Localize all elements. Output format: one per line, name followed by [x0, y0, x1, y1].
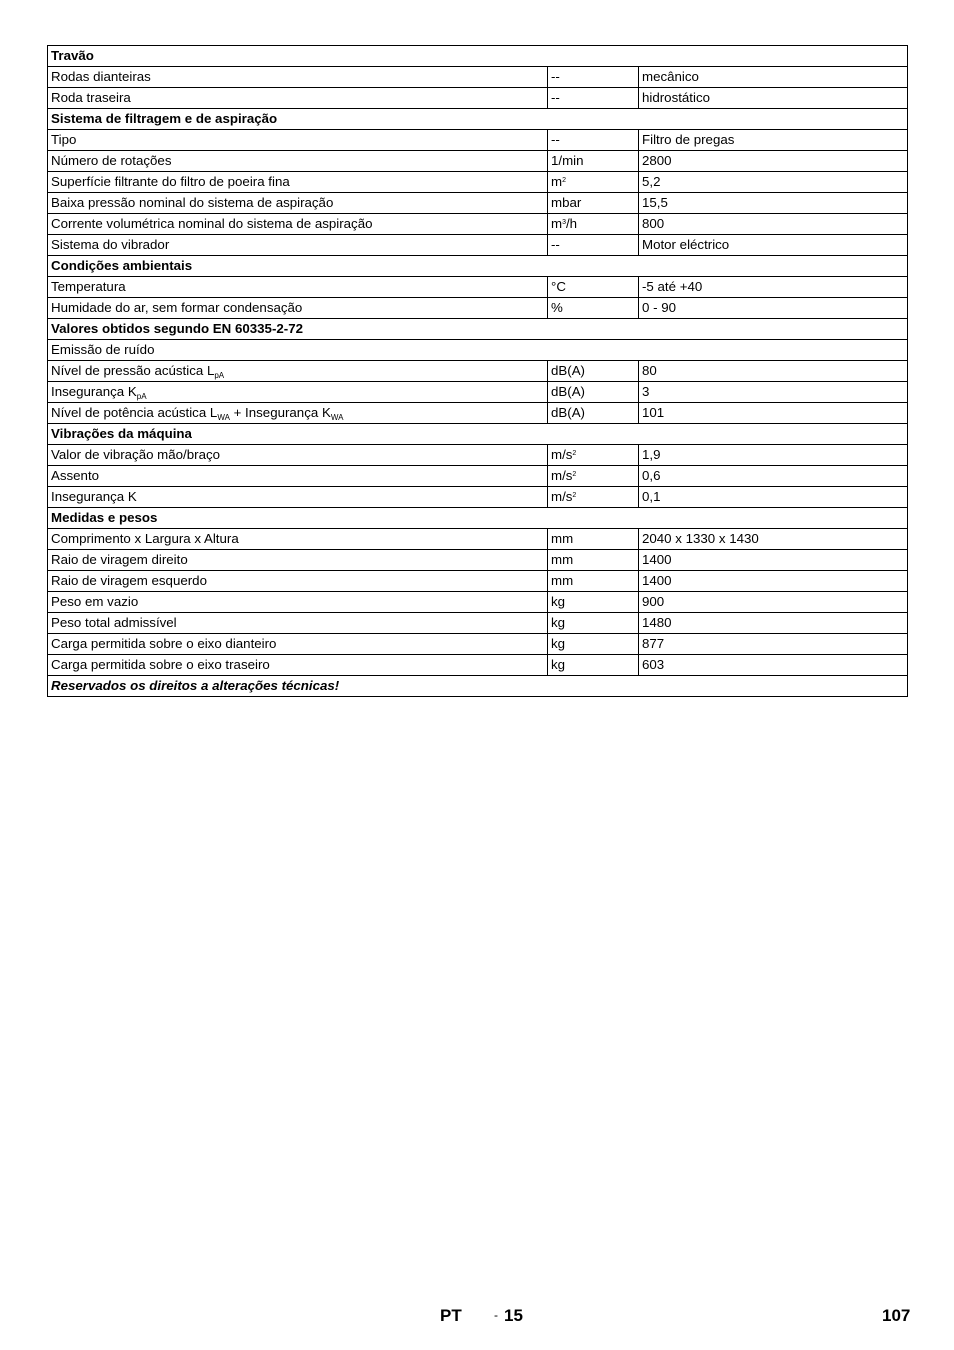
table-row: [48, 487, 908, 508]
parameter-cell: [48, 361, 548, 382]
value-cell: [639, 466, 908, 487]
value-cell: [639, 214, 908, 235]
unit-superscript: 3: [562, 219, 566, 226]
section-page-number: 15: [504, 1306, 523, 1325]
row-label: Travão: [51, 48, 94, 63]
table-row: [48, 298, 908, 319]
parameter-label: Roda traseira: [51, 90, 131, 105]
unit-cell: [548, 613, 639, 634]
section-title: [48, 46, 908, 67]
value-label: 15,5: [642, 195, 668, 210]
unit-label: m: [551, 174, 563, 189]
unit-cell: [548, 67, 639, 88]
row-label: Valores obtidos segundo EN 60335-2-72: [51, 321, 303, 336]
unit-cell: [548, 88, 639, 109]
table-row: [48, 151, 908, 172]
parameter-label: Peso total admissível: [51, 615, 177, 630]
section-header-row: [48, 424, 908, 445]
unit-label: mm: [551, 573, 574, 588]
value-cell: [639, 655, 908, 676]
parameter-subscript: pA: [214, 371, 225, 380]
value-cell: [639, 88, 908, 109]
value-label: 80: [642, 363, 657, 378]
unit-label: °C: [551, 279, 566, 294]
value-label: hidrostático: [642, 90, 710, 105]
parameter-label: Sistema do vibrador: [51, 237, 170, 252]
value-cell: [639, 130, 908, 151]
subheading: [48, 340, 908, 361]
value-label: 0 - 90: [642, 300, 677, 315]
value-label: 1480: [642, 615, 672, 630]
table-row: [48, 613, 908, 634]
page-number: 107: [882, 1306, 911, 1325]
unit-label: dB(A): [551, 363, 585, 378]
unit-cell: [548, 445, 639, 466]
value-label: 1400: [642, 573, 672, 588]
table-row: [48, 655, 908, 676]
row-label: Reservados os direitos a alterações técnicas!: [51, 678, 340, 693]
parameter-cell: [48, 592, 548, 613]
table-row: [48, 361, 908, 382]
unit-label: dB(A): [551, 384, 585, 399]
specifications-table: [47, 45, 908, 697]
unit-label: 1/min: [551, 153, 584, 168]
row-label: Condições ambientais: [51, 258, 193, 273]
table-row: [48, 571, 908, 592]
value-label: 3: [642, 384, 650, 399]
unit-cell: [548, 172, 639, 193]
value-cell: [639, 382, 908, 403]
table-row: [48, 592, 908, 613]
parameter-label: Humidade do ar, sem formar condensação: [51, 300, 303, 315]
language-code: PT: [440, 1306, 462, 1325]
parameter-label: Rodas dianteiras: [51, 69, 151, 84]
parameter-label: Carga permitida sobre o eixo traseiro: [51, 657, 270, 672]
unit-label: mm: [551, 552, 574, 567]
unit-superscript: 2: [562, 177, 566, 184]
table-row: [48, 88, 908, 109]
parameter-subscript: WA: [330, 413, 344, 422]
section-header-row: [48, 109, 908, 130]
unit-label: --: [551, 237, 560, 252]
value-cell: [639, 529, 908, 550]
value-label: mecânico: [642, 69, 699, 84]
section-title: [48, 256, 908, 277]
value-cell: [639, 592, 908, 613]
parameter-cell: [48, 529, 548, 550]
unit-cell: [548, 466, 639, 487]
parameter-label: Superfície filtrante do filtro de poeira fina: [51, 174, 290, 189]
parameter-label-continued: + Insegurança K: [229, 405, 331, 420]
unit-label: --: [551, 90, 560, 105]
value-cell: [639, 193, 908, 214]
parameter-cell: [48, 214, 548, 235]
table-row: [48, 634, 908, 655]
unit-superscript: 2: [572, 471, 577, 478]
row-label: Medidas e pesos: [51, 510, 158, 525]
unit-label: m/s: [551, 489, 573, 504]
table-row: [48, 466, 908, 487]
parameter-label: Número de rotações: [51, 153, 172, 168]
table-row: [48, 193, 908, 214]
unit-label: kg: [551, 594, 566, 609]
unit-label: m: [551, 216, 563, 231]
table-row: [48, 403, 908, 424]
value-cell: [639, 67, 908, 88]
table-row: [48, 382, 908, 403]
parameter-label: Temperatura: [51, 279, 126, 294]
value-label: Filtro de pregas: [642, 132, 735, 147]
unit-cell: [548, 655, 639, 676]
value-cell: [639, 550, 908, 571]
subheading-row: [48, 340, 908, 361]
value-cell: [639, 613, 908, 634]
parameter-label: Corrente volumétrica nominal do sistema de aspiração: [51, 216, 373, 231]
parameter-label: Nível de pressão acústica L: [51, 363, 215, 378]
value-cell: [639, 487, 908, 508]
parameter-cell: [48, 298, 548, 319]
section-header-row: [48, 256, 908, 277]
parameter-cell: [48, 193, 548, 214]
parameter-label: Valor de vibração mão/braço: [51, 447, 221, 462]
specifications-table-body: [48, 46, 908, 697]
parameter-cell: [48, 88, 548, 109]
parameter-cell: [48, 487, 548, 508]
row-label: Emissão de ruído: [51, 342, 155, 357]
parameter-label: Insegurança K: [51, 489, 137, 504]
value-cell: [639, 571, 908, 592]
value-label: 0,6: [642, 468, 661, 483]
unit-label: kg: [551, 657, 566, 672]
value-label: 603: [642, 657, 665, 672]
unit-label: mm: [551, 531, 574, 546]
parameter-label: Baixa pressão nominal do sistema de aspiração: [51, 195, 334, 210]
parameter-cell: [48, 571, 548, 592]
table-row: [48, 277, 908, 298]
unit-cell: [548, 634, 639, 655]
parameter-cell: [48, 466, 548, 487]
table-row: [48, 172, 908, 193]
unit-cell: [548, 214, 639, 235]
value-label: 1400: [642, 552, 672, 567]
value-label: -5 até +40: [642, 279, 703, 294]
unit-label: m/s: [551, 447, 573, 462]
section-title: [48, 319, 908, 340]
value-label: 1,9: [642, 447, 661, 462]
parameter-label: Carga permitida sobre o eixo dianteiro: [51, 636, 277, 651]
unit-superscript: 2: [572, 450, 577, 457]
unit-cell: [548, 298, 639, 319]
section-header-row: [48, 319, 908, 340]
unit-label: kg: [551, 636, 566, 651]
parameter-label: Assento: [51, 468, 100, 483]
unit-label-suffix: /h: [565, 216, 578, 231]
value-label: 2040 x 1330 x 1430: [642, 531, 759, 546]
parameter-label: Insegurança K: [51, 384, 137, 399]
row-label: Sistema de filtragem e de aspiração: [51, 111, 278, 126]
parameter-label: Raio de viragem esquerdo: [51, 573, 207, 588]
unit-cell: [548, 592, 639, 613]
unit-cell: [548, 403, 639, 424]
parameter-cell: [48, 277, 548, 298]
unit-label: kg: [551, 615, 566, 630]
parameter-cell: [48, 634, 548, 655]
parameter-label: Tipo: [51, 132, 77, 147]
value-label: 2800: [642, 153, 672, 168]
parameter-subscript: WA: [217, 413, 230, 422]
table-row: [48, 130, 908, 151]
unit-cell: [548, 529, 639, 550]
unit-cell: [548, 550, 639, 571]
value-cell: [639, 151, 908, 172]
value-cell: [639, 361, 908, 382]
parameter-cell: [48, 550, 548, 571]
value-label: 900: [642, 594, 665, 609]
parameter-cell: [48, 151, 548, 172]
table-row: [48, 67, 908, 88]
unit-cell: [548, 487, 639, 508]
value-label: 800: [642, 216, 665, 231]
value-cell: [639, 634, 908, 655]
footer-note-row: [48, 676, 908, 697]
value-cell: [639, 172, 908, 193]
unit-cell: [548, 361, 639, 382]
section-title: [48, 508, 908, 529]
unit-cell: [548, 151, 639, 172]
parameter-cell: [48, 130, 548, 151]
unit-superscript: 2: [572, 492, 577, 499]
value-cell: [639, 277, 908, 298]
unit-cell: [548, 571, 639, 592]
unit-label: --: [551, 69, 560, 84]
parameter-subscript: pA: [136, 392, 147, 401]
parameter-cell: [48, 172, 548, 193]
table-row: [48, 550, 908, 571]
parameter-cell: [48, 613, 548, 634]
parameter-label: Nível de potência acústica L: [51, 405, 218, 420]
section-header-row: [48, 46, 908, 67]
unit-cell: [548, 193, 639, 214]
section-title: [48, 109, 908, 130]
parameter-cell: [48, 67, 548, 88]
page-footer: [0, 1306, 954, 1330]
unit-label: dB(A): [551, 405, 585, 420]
unit-label: mbar: [551, 195, 582, 210]
value-label: Motor eléctrico: [642, 237, 730, 252]
parameter-label: Raio de viragem direito: [51, 552, 188, 567]
unit-label: --: [551, 132, 560, 147]
value-label: 0,1: [642, 489, 661, 504]
unit-cell: [548, 235, 639, 256]
unit-cell: [548, 277, 639, 298]
page-dash: -: [494, 1308, 498, 1322]
parameter-label: Comprimento x Largura x Altura: [51, 531, 239, 546]
value-label: 101: [642, 405, 665, 420]
table-row: [48, 235, 908, 256]
table-row: [48, 445, 908, 466]
parameter-cell: [48, 655, 548, 676]
unit-label: m/s: [551, 468, 573, 483]
section-header-row: [48, 508, 908, 529]
row-label: Vibrações da máquina: [51, 426, 192, 441]
parameter-cell: [48, 445, 548, 466]
table-row: [48, 529, 908, 550]
parameter-label: Peso em vazio: [51, 594, 139, 609]
value-cell: [639, 445, 908, 466]
value-cell: [639, 235, 908, 256]
unit-cell: [548, 130, 639, 151]
parameter-cell: [48, 403, 548, 424]
footer-note: [48, 676, 908, 697]
value-label: 877: [642, 636, 665, 651]
parameter-cell: [48, 382, 548, 403]
section-title: [48, 424, 908, 445]
unit-cell: [548, 382, 639, 403]
value-cell: [639, 298, 908, 319]
unit-label: %: [551, 300, 563, 315]
table-row: [48, 214, 908, 235]
parameter-cell: [48, 235, 548, 256]
value-label: 5,2: [642, 174, 661, 189]
value-cell: [639, 403, 908, 424]
